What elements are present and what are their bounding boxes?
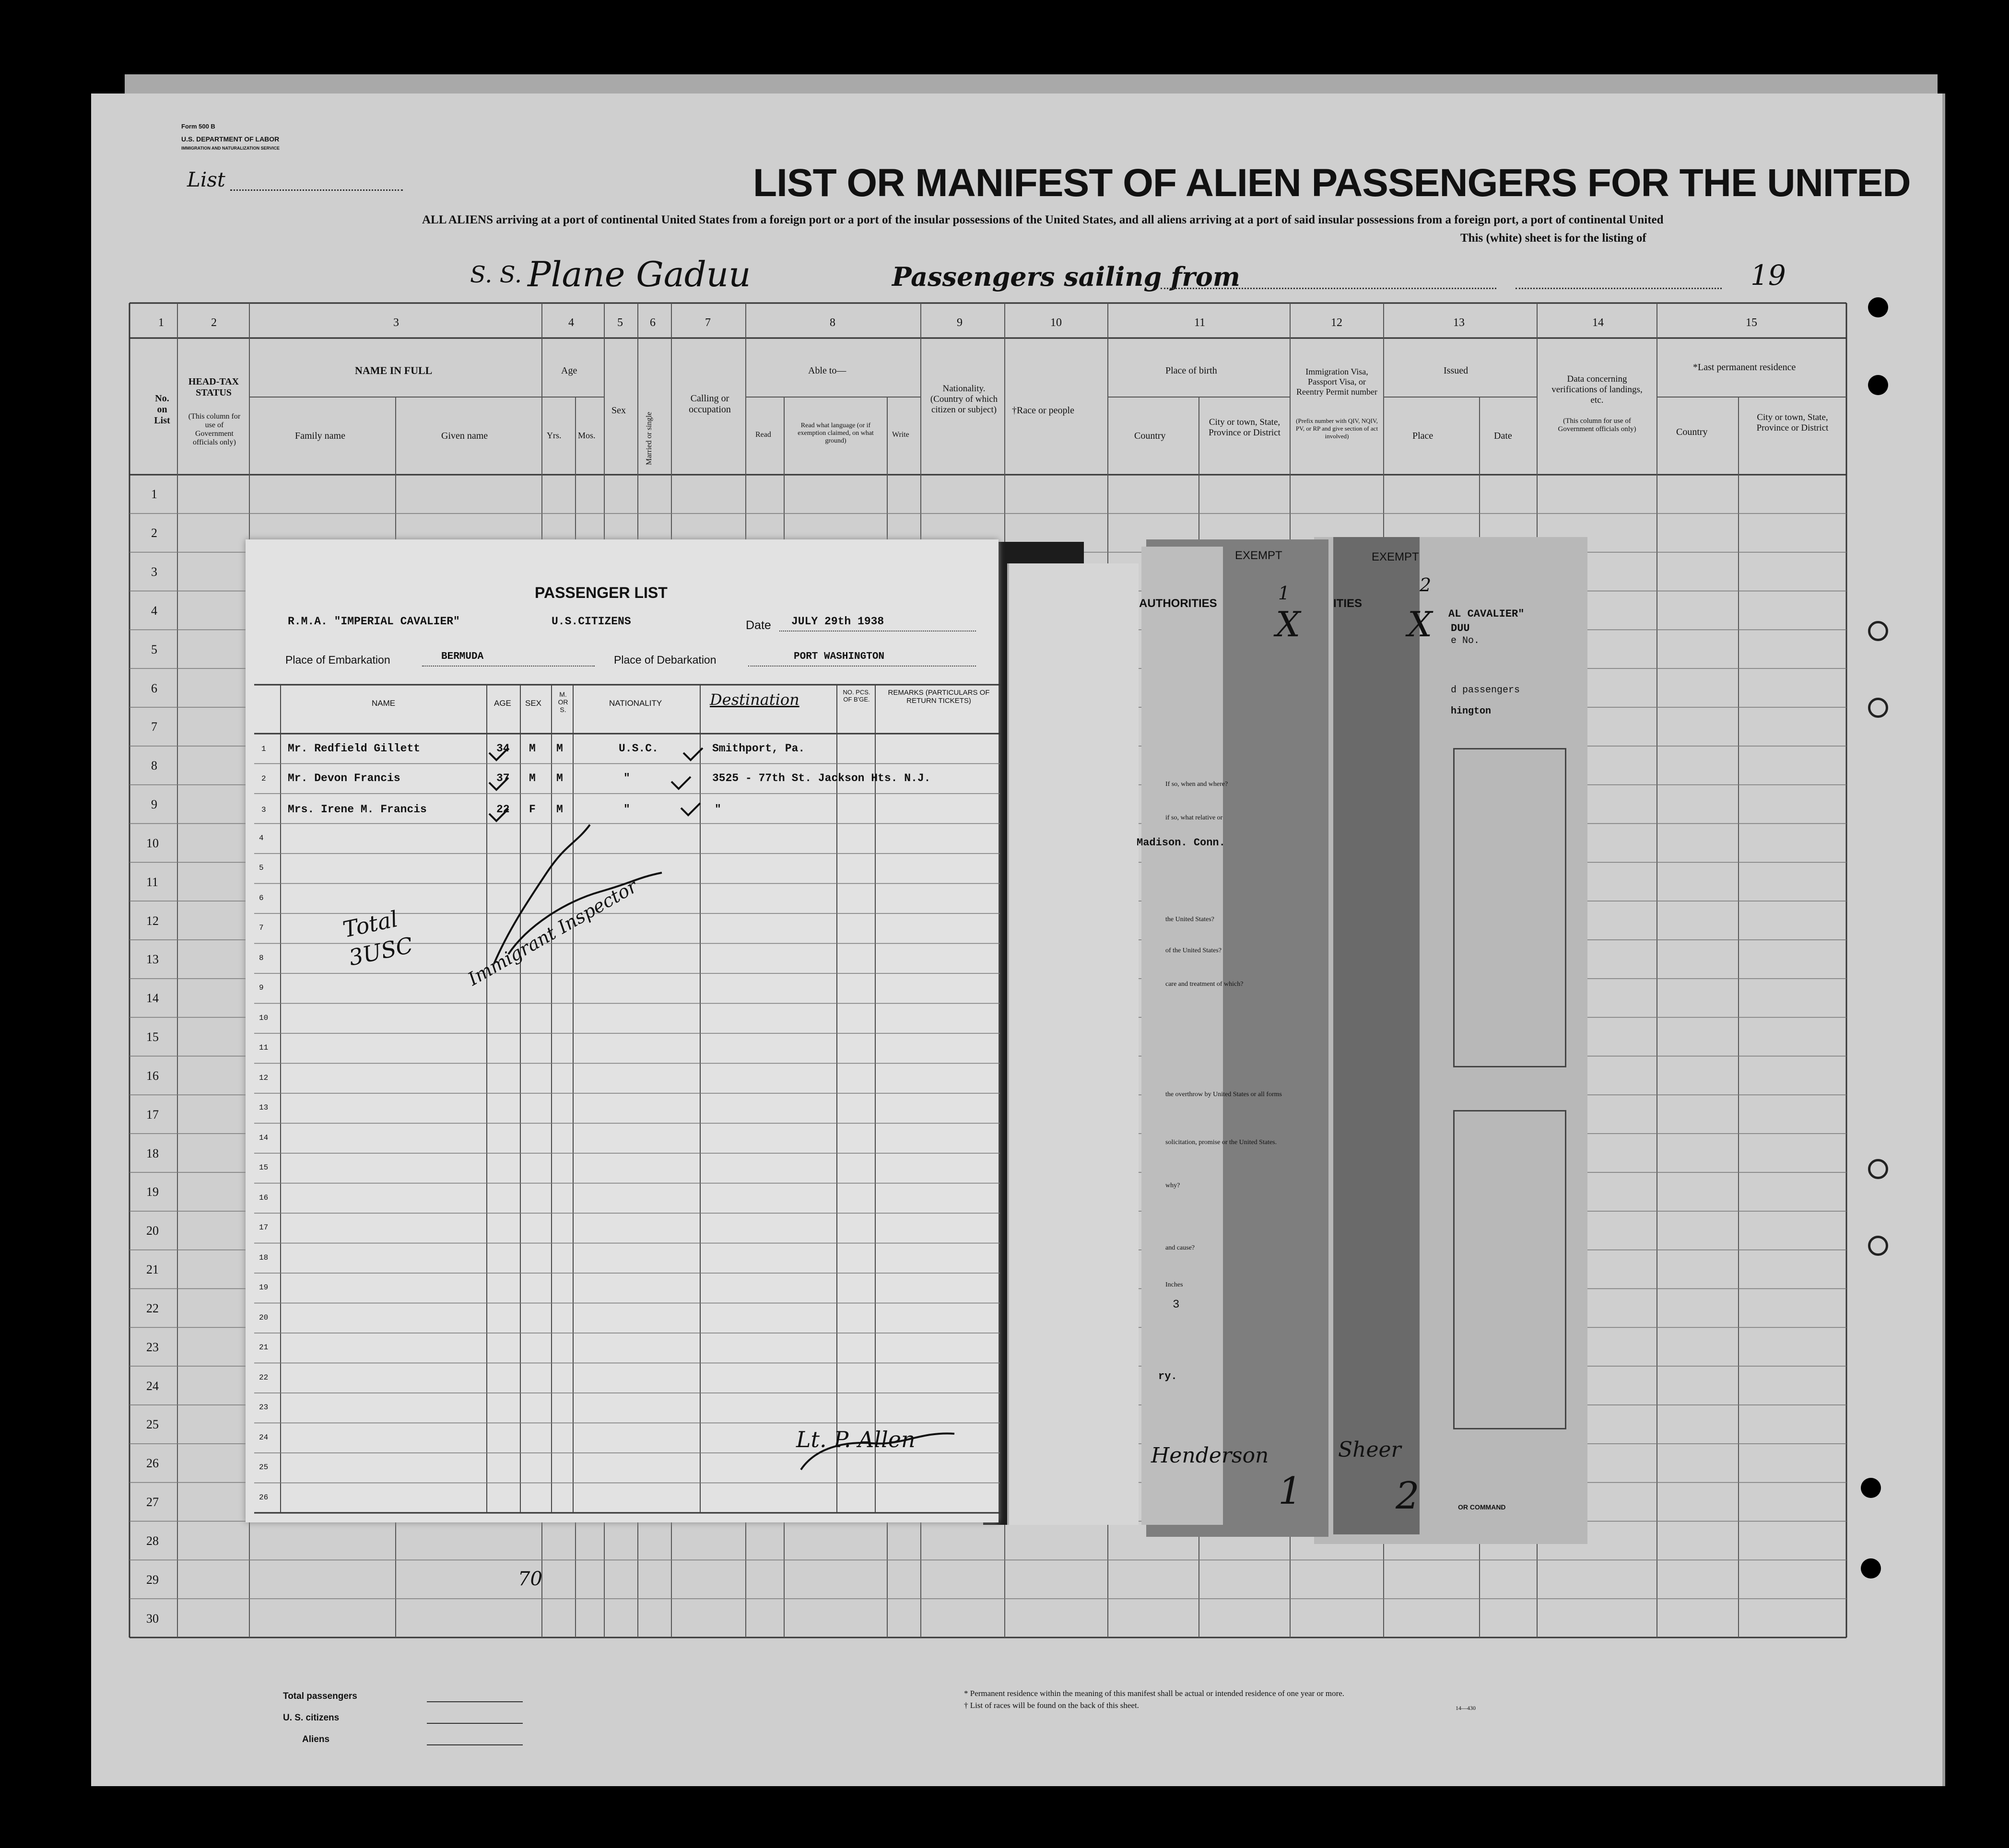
- d-passengers-label: d passengers: [1451, 685, 1520, 696]
- row-number: 16: [146, 1068, 159, 1083]
- handwritten-total: Total 3USC: [341, 905, 415, 971]
- binder-hole: [1868, 375, 1888, 395]
- header-married: Married or single: [645, 411, 653, 465]
- embark-label: Place of Embarkation: [285, 654, 390, 666]
- row-number: 20: [146, 1224, 159, 1238]
- question-of-us: of the United States?: [1165, 947, 1222, 954]
- row-number: 2: [151, 526, 157, 540]
- row-number: 10: [146, 836, 159, 850]
- date-value: JULY 29th 1938: [791, 615, 884, 628]
- binder-hole: [1868, 698, 1888, 718]
- header-read-language: Read what language (or if exemption claimed, on what ground): [798, 422, 874, 444]
- cavalier-label: AL CAVALIER": [1448, 608, 1525, 620]
- exempt-2: EXEMPT: [1372, 550, 1419, 563]
- pl-col-name: NAME: [372, 699, 396, 708]
- question-solicitation: solicitation, promise or the United States.: [1165, 1139, 1277, 1146]
- col-num-12: 12: [1331, 316, 1342, 329]
- command-label: OR COMMAND: [1458, 1503, 1506, 1511]
- footer-total-passengers: Total passengers: [283, 1691, 357, 1701]
- exempt-2-x: X: [1408, 604, 1433, 644]
- row-number: 21: [146, 1263, 159, 1277]
- col-num-10: 10: [1050, 316, 1062, 329]
- pl-name: Mrs. Irene M. Francis: [288, 803, 427, 816]
- header-family-name: Family name: [295, 431, 345, 441]
- header-nationality: Nationality. (Country of which citizen or subject): [930, 384, 998, 415]
- row-number: 24: [146, 1379, 159, 1393]
- pl-row-number: 17: [259, 1223, 269, 1232]
- count-2: 2: [1396, 1474, 1420, 1518]
- col-num-6: 6: [650, 316, 656, 329]
- pl-age: 22: [496, 803, 510, 816]
- pl-sex: M: [529, 742, 536, 755]
- pl-row-number: 7: [259, 924, 264, 933]
- date-label: Date: [746, 619, 771, 632]
- exempt-1-x: X: [1276, 604, 1301, 644]
- question-overthrow: the overthrow by United States or all forms: [1165, 1091, 1282, 1098]
- manifest-title: LIST OR MANIFEST OF ALIEN PASSENGERS FOR THE UNITED: [753, 161, 1911, 205]
- pl-row-no: 1: [261, 745, 266, 753]
- pl-col-sex: SEX: [525, 699, 542, 708]
- pl-row-number: 21: [259, 1343, 269, 1352]
- pl-row-number: 20: [259, 1313, 269, 1322]
- col-num-1: 1: [158, 316, 164, 329]
- col-num-14: 14: [1592, 316, 1604, 329]
- header-visa-note: (Prefix number with QIV, NQIV, PV, or RP and give section of act involved): [1295, 417, 1378, 440]
- exempt-1-num: 1: [1278, 583, 1290, 604]
- handwritten-inspector: Immigrant Inspector: [464, 876, 641, 990]
- question-united-states: the United States?: [1165, 916, 1214, 923]
- pl-row-number: 11: [259, 1043, 269, 1053]
- header-last-residence: *Last permanent residence: [1693, 362, 1796, 373]
- row-number: 25: [146, 1417, 159, 1432]
- sailing-label: Passengers sailing from: [892, 261, 1240, 292]
- stamp-70: 70: [518, 1568, 542, 1590]
- col-num-11: 11: [1194, 316, 1206, 329]
- row-number: 11: [146, 875, 159, 889]
- pl-row-no: 3: [261, 806, 266, 814]
- pl-row-number: 10: [259, 1013, 269, 1022]
- header-place: Place: [1412, 431, 1433, 441]
- exempt-1: EXEMPT: [1235, 549, 1282, 562]
- pl-age: 37: [496, 772, 510, 784]
- row-number: 5: [151, 642, 157, 656]
- passenger-list-title: PASSENGER LIST: [535, 584, 668, 601]
- header-calling: Calling or occupation: [689, 393, 731, 415]
- list-label: List: [187, 168, 225, 191]
- pl-col-age: AGE: [494, 699, 511, 708]
- pl-row-number: 8: [259, 953, 264, 962]
- binder-hole: [1868, 1236, 1888, 1256]
- row-number: 13: [146, 952, 159, 967]
- ry-label: ry.: [1158, 1370, 1177, 1382]
- header-yrs: Yrs.: [547, 431, 562, 440]
- debark-label: Place of Debarkation: [614, 654, 717, 666]
- footer-note-1: * Permanent residence within the meaning of this manifest shall be actual or intended residence of one year or more.: [964, 1689, 1345, 1698]
- header-age: Age: [561, 365, 577, 376]
- header-sex: Sex: [611, 405, 626, 416]
- binder-hole: [1868, 297, 1888, 317]
- pl-age: 34: [496, 742, 510, 755]
- form-number: Form 500 B: [181, 123, 215, 130]
- header-head-tax: HEAD-TAX STATUS: [188, 376, 239, 398]
- header-race: †Race or people: [1012, 405, 1074, 416]
- inches-value: 3: [1173, 1298, 1180, 1311]
- pl-destination: ": [715, 803, 721, 816]
- pl-col-pcs: NO. PCS. OF B'GE.: [843, 689, 870, 703]
- pl-col-nationality: NATIONALITY: [609, 699, 662, 708]
- question-why: why?: [1165, 1182, 1180, 1189]
- pl-row-number: 23: [259, 1403, 269, 1412]
- ss-label: S. S.: [470, 261, 522, 288]
- pl-col-destination: Destination: [710, 690, 799, 709]
- pl-sex: M: [529, 772, 536, 784]
- duu-label: DUU: [1451, 622, 1470, 634]
- manifest-subtitle-1: ALL ALIENS arriving at a port of continental United States from a foreign port or a port of the insular possessions of the United States, and all aliens arriving at a port of said insular possessions from a foreign port, a port of continental United: [422, 213, 1664, 226]
- pl-col-remarks: REMARKS (PARTICULARS OF RETURN TICKETS): [888, 689, 990, 705]
- department: U.S. DEPARTMENT OF LABOR: [181, 135, 280, 143]
- question-relative: if so, what relative or: [1165, 814, 1223, 821]
- col-num-4: 4: [568, 316, 574, 329]
- row-number: 17: [146, 1107, 159, 1122]
- row-number: 28: [146, 1533, 159, 1548]
- footer-aliens: Aliens: [302, 1734, 330, 1744]
- ities-label: ITIES: [1333, 597, 1363, 610]
- pl-row-number: 18: [259, 1253, 269, 1262]
- madison-label: Madison. Conn.: [1137, 837, 1225, 849]
- header-date: Date: [1494, 431, 1512, 441]
- ss-name: Plane Gaduu: [528, 254, 751, 294]
- row-number: 7: [151, 720, 157, 734]
- col-num-15: 15: [1746, 316, 1757, 329]
- header-data-concerning: Data concerning verifications of landings, etc.: [1551, 374, 1643, 405]
- header-country: Country: [1134, 431, 1166, 441]
- row-number: 14: [146, 991, 159, 1006]
- row-number: 30: [146, 1611, 159, 1626]
- header-read: Read: [755, 431, 771, 439]
- exempt-2-num: 2: [1420, 574, 1432, 596]
- pl-row-number: 26: [259, 1493, 269, 1502]
- footer-code: 14—430: [1456, 1705, 1476, 1711]
- header-no-on-list: No. on List: [154, 393, 170, 426]
- manifest-subtitle-2: This (white) sheet is for the listing of: [1460, 232, 1646, 245]
- pl-row-number: 24: [259, 1433, 269, 1442]
- pl-row-number: 9: [259, 983, 264, 993]
- pl-row-number: 12: [259, 1073, 269, 1082]
- row-number: 3: [151, 565, 157, 579]
- header-res-country: Country: [1676, 427, 1708, 437]
- pl-row-number: 14: [259, 1133, 269, 1142]
- pl-mors: M: [556, 803, 563, 816]
- pl-row-number: 4: [259, 833, 264, 842]
- row-number: 4: [151, 603, 157, 618]
- inches-label: Inches: [1165, 1281, 1183, 1288]
- row-number: 18: [146, 1146, 159, 1160]
- binder-hole: [1868, 1159, 1888, 1179]
- pl-mors: M: [556, 772, 563, 784]
- row-number: 29: [146, 1572, 159, 1587]
- pl-row-number: 19: [259, 1283, 269, 1292]
- pl-row-number: 16: [259, 1193, 269, 1202]
- row-number: 1: [151, 487, 157, 502]
- vessel-name: R.M.A. "IMPERIAL CAVALIER": [288, 615, 460, 628]
- pl-name: Mr. Redfield Gillett: [288, 742, 421, 755]
- col-num-13: 13: [1453, 316, 1465, 329]
- col-num-3: 3: [393, 316, 399, 329]
- count-1: 1: [1278, 1470, 1302, 1513]
- pl-destination: 3525 - 77th St. Jackson Hts. N.J.: [712, 772, 931, 784]
- pl-nationality: U.S.C.: [619, 742, 658, 755]
- hington-label: hington: [1451, 706, 1492, 717]
- row-number: 27: [146, 1495, 159, 1509]
- pl-destination: Smithport, Pa.: [712, 742, 805, 755]
- row-number: 8: [151, 759, 157, 773]
- header-place-of-birth: Place of birth: [1165, 365, 1217, 376]
- row-number: 19: [146, 1185, 159, 1199]
- pl-mors: M: [556, 742, 563, 755]
- row-number: 22: [146, 1301, 159, 1315]
- header-name-in-full: NAME IN FULL: [355, 364, 433, 376]
- pl-sex: F: [529, 803, 536, 816]
- question-care: care and treatment of which?: [1165, 981, 1244, 988]
- pl-row-no: 2: [261, 774, 266, 783]
- header-visa: Immigration Visa, Passport Visa, or Reentry Permit number: [1296, 367, 1377, 397]
- header-data-note: (This column for use of Government officials only): [1558, 417, 1636, 433]
- row-number: 9: [151, 797, 157, 812]
- debark-value: PORT WASHINGTON: [794, 651, 885, 662]
- row-number: 26: [146, 1456, 159, 1471]
- footer-us-citizens: U. S. citizens: [283, 1713, 340, 1723]
- handwritten-signature: Lt. P. Allen: [796, 1427, 916, 1452]
- signature-mid: Sheer: [1338, 1438, 1401, 1462]
- header-city-state: City or town, State, Province or District: [1209, 417, 1281, 438]
- col-num-5: 5: [617, 316, 623, 329]
- row-number: 6: [151, 681, 157, 695]
- header-given-name: Given name: [441, 431, 488, 441]
- binder-hole: [1861, 1558, 1881, 1579]
- question-cause: and cause?: [1165, 1244, 1195, 1251]
- e-no-label: e No.: [1451, 635, 1480, 646]
- col-num-7: 7: [705, 316, 711, 329]
- binder-hole: [1861, 1478, 1881, 1498]
- col-num-9: 9: [957, 316, 963, 329]
- header-res-city: City or town, State, Province or District: [1756, 412, 1829, 433]
- pl-row-number: 22: [259, 1373, 269, 1382]
- row-number: 23: [146, 1340, 159, 1354]
- question-when-where: If so, when and where?: [1165, 781, 1228, 788]
- service: IMMIGRATION AND NATURALIZATION SERVICE: [181, 146, 280, 151]
- header-write: Write: [892, 431, 909, 439]
- pl-col-mors: M. OR S.: [558, 690, 568, 713]
- pl-name: Mr. Devon Francis: [288, 772, 400, 784]
- year-prefix: 19: [1751, 259, 1786, 292]
- pl-nationality: ": [623, 772, 630, 784]
- pl-row-number: 25: [259, 1463, 269, 1472]
- header-able-to: Able to—: [808, 365, 846, 376]
- authorities-label: AUTHORITIES: [1139, 597, 1217, 610]
- col-num-8: 8: [830, 316, 835, 329]
- binder-hole: [1868, 621, 1888, 641]
- pl-nationality: ": [623, 803, 630, 816]
- pl-row-number: 15: [259, 1163, 269, 1172]
- col-num-2: 2: [211, 316, 217, 329]
- pl-row-number: 6: [259, 893, 264, 902]
- pl-row-number: 13: [259, 1103, 269, 1112]
- footer-note-2: † List of races will be found on the back of this sheet.: [964, 1701, 1139, 1710]
- row-number: 12: [146, 913, 159, 928]
- header-mos: Mos.: [578, 431, 596, 440]
- pl-row-number: 5: [259, 864, 264, 873]
- header-issued: Issued: [1444, 365, 1469, 376]
- row-number: 15: [146, 1030, 159, 1044]
- header-head-tax-note: (This column for use of Government officials only): [188, 412, 241, 446]
- embark-value: BERMUDA: [441, 651, 484, 662]
- signature-left: Henderson: [1151, 1443, 1269, 1468]
- citizens-label: U.S.CITIZENS: [552, 615, 631, 628]
